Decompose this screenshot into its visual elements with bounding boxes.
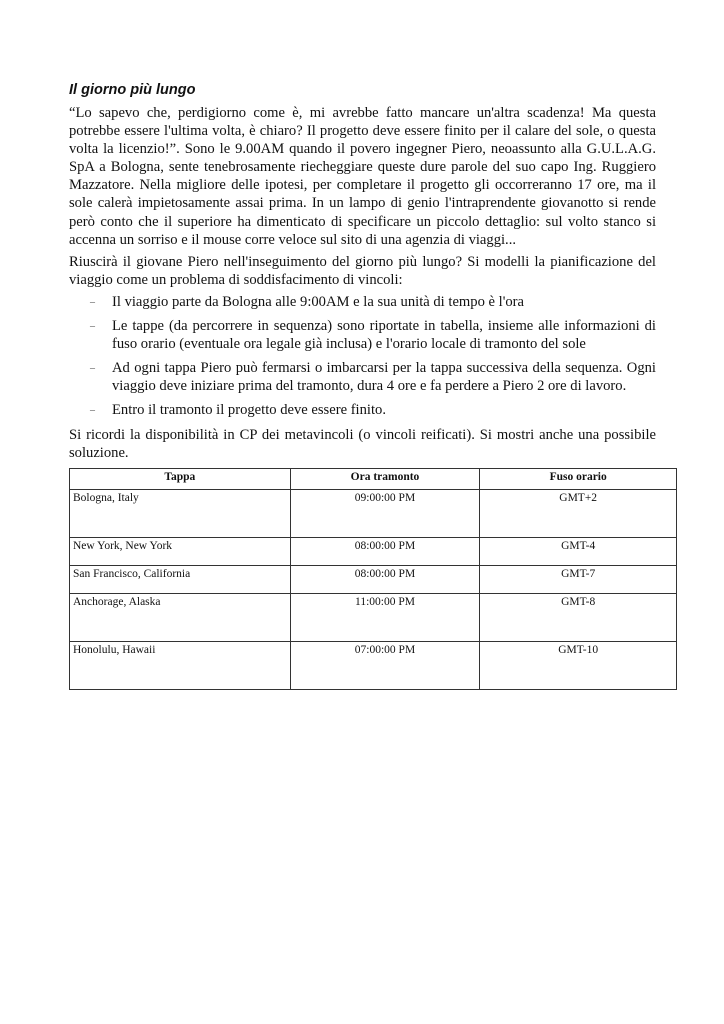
question-paragraph: Riuscirà il giovane Piero nell'inseguimento del giorno più lungo? Si modelli la pianificazione del viaggio come un problema di soddisfacimento di vincoli: <box>69 253 656 288</box>
table-header-row <box>70 468 677 489</box>
cell-tappa: San Francisco, California <box>70 565 291 593</box>
cell-tappa: Bologna, Italy <box>70 489 291 537</box>
dash-bullet-icon: – <box>90 321 95 333</box>
cell-fuso-orario: GMT-8 <box>480 593 677 641</box>
cell-ora-tramonto: 08:00:00 PM <box>290 537 480 565</box>
cell-fuso-orario: GMT-7 <box>480 565 677 593</box>
header-ora-tramonto: Ora tramonto <box>290 468 480 489</box>
document-page <box>69 80 656 690</box>
cell-tappa: Anchorage, Alaska <box>70 593 291 641</box>
table-row <box>70 537 677 565</box>
dash-bullet-icon: – <box>90 296 95 308</box>
constraint-text: Il viaggio parte da Bologna alle 9:00AM e la sua unità di tempo è l'ora <box>112 293 524 310</box>
constraint-text: Ad ogni tappa Piero può fermarsi o imbarcarsi per la tappa successiva della sequenza. Ogni viaggio deve iniziare prima del tramonto, dura 4 ore e fa perdere a Piero 2 ore di lavoro. <box>112 360 656 395</box>
constraint-item <box>69 293 656 311</box>
constraint-item <box>69 317 656 353</box>
closing-paragraph: Si ricordi la disponibilità in CP dei metavincoli (o vincoli reificati). Si mostri anche una possibile soluzione. <box>69 426 656 461</box>
header-fuso-orario: Fuso orario <box>480 468 677 489</box>
cell-fuso-orario: GMT-4 <box>480 537 677 565</box>
cell-ora-tramonto: 07:00:00 PM <box>290 641 480 689</box>
dash-bullet-icon: – <box>90 363 95 375</box>
table-row <box>70 565 677 593</box>
table-row <box>70 641 677 689</box>
cell-tappa: New York, New York <box>70 537 291 565</box>
intro-paragraph: “Lo sapevo che, perdigiorno come è, mi avrebbe fatto mancare un'altra scadenza! Ma questa potrebbe essere l'ultima volta, è chiaro? Il progetto deve essere finito per il calare del sole, o questa volta la licenzio!”. Sono le 9.00AM quando il povero ingegner Piero, neoassunto alla G.U.L.A.G. SpA a Bologna, sente tenebrosamente riecheggiare queste dure parole del suo capo Ing. Ruggiero Mazzatore. Nella migliore delle ipotesi, per completare il progetto gli occorreranno 17 ore, ma il sole calerà impietosamente assai prima. In un lampo di genio l'intraprendente giovanotto si rende però conto che il superiore ha dimenticato di specificare un piccolo dettaglio: sul volto stanco si accenna un sorriso e il mouse corre veloce sul sito di una agenzia di viaggi... <box>69 105 656 248</box>
constraints-list <box>69 293 656 420</box>
constraint-text: Entro il tramonto il progetto deve essere finito. <box>112 402 386 419</box>
constraint-text: Le tappe (da percorrere in sequenza) sono riportate in tabella, insieme alle informazioni di fuso orario (eventuale ora legale già inclusa) e l'orario locale di tramonto del sole <box>112 318 656 353</box>
constraint-item <box>69 359 656 395</box>
stages-table <box>69 468 677 690</box>
table-row <box>70 489 677 537</box>
cell-fuso-orario: GMT+2 <box>480 489 677 537</box>
dash-bullet-icon: – <box>90 405 95 417</box>
cell-tappa: Honolulu, Hawaii <box>70 641 291 689</box>
cell-ora-tramonto: 11:00:00 PM <box>290 593 480 641</box>
table-row <box>70 593 677 641</box>
header-tappa: Tappa <box>70 468 291 489</box>
document-title: Il giorno più lungo <box>69 82 196 98</box>
constraint-item <box>69 401 656 419</box>
cell-ora-tramonto: 08:00:00 PM <box>290 565 480 593</box>
cell-ora-tramonto: 09:00:00 PM <box>290 489 480 537</box>
cell-fuso-orario: GMT-10 <box>480 641 677 689</box>
